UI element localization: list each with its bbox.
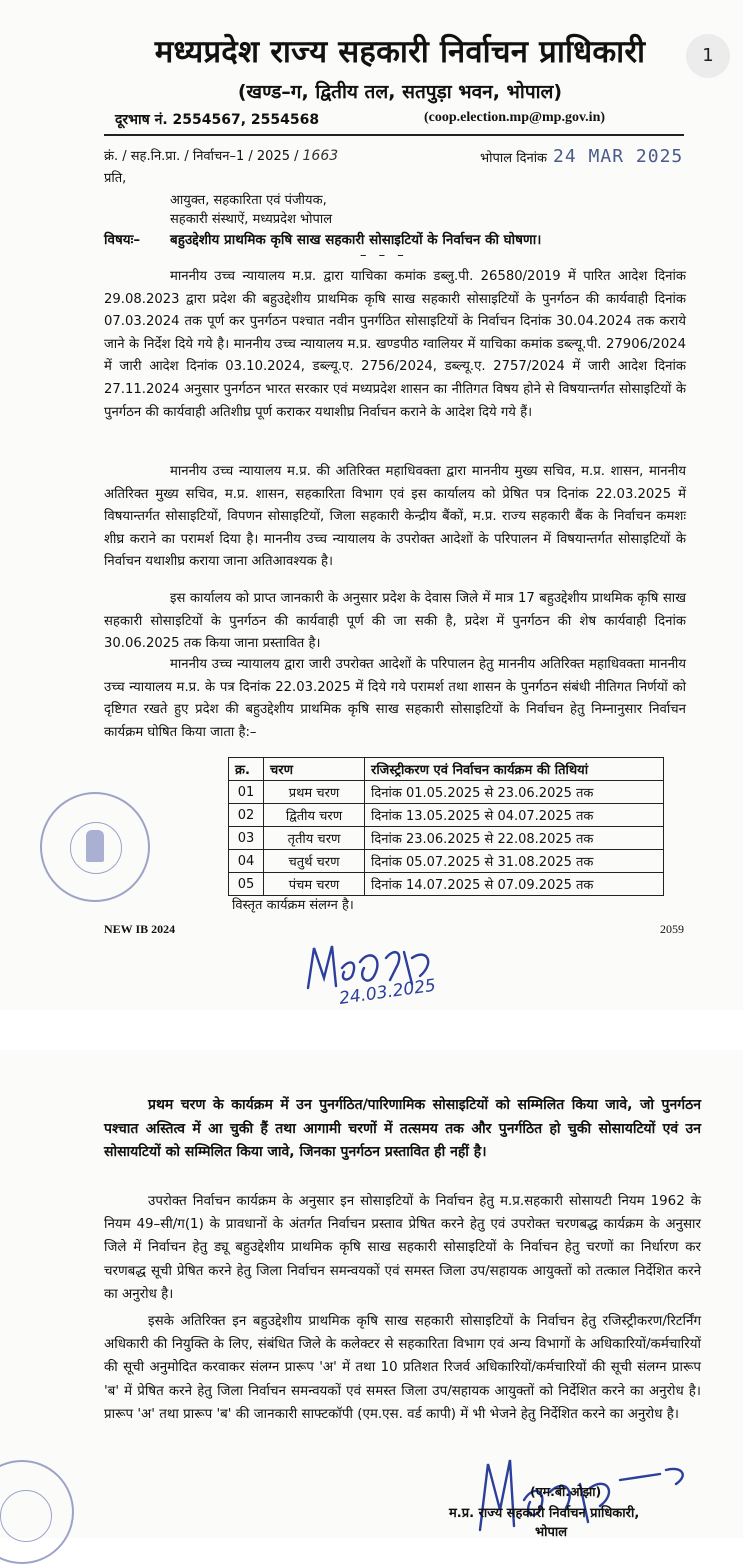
row-phase: तृतीय चरण: [264, 827, 365, 850]
paragraph-1: माननीय उच्च न्यायालय म.प्र. द्वारा याचिका कमांक डब्लु.पी. 26580/2019 में पारित आदेश दिनांक 29.08.2023 द्वारा प्रदेश की बहुउद्देशीय प्राथमिक कृषि साख सहकारी सोसाइटियों के पुनर्गठन की कार्यवाही दिनांक 07.03.2024 तक पूर्ण कर पुनर्गठन पश्चात नवीन पुनर्गठित सोसाइटियों के निर्वाचन दिनांक 30.04.2024 तक कराये जाने के निर्देश दिये गये है। माननीय उच्च न्यायालय म.प्र. खण्डपीठ ग्वालियर में याचिका कमांक डब्ल्यू.पी. 27906/2024 में जारी आदेश दिनांक 03.10.2024, डब्ल्यू.ए. 2756/2024, डब्ल्यू.ए. 2757/2024 में जारी आदेश दिनांक 27.11.2024 अनुसार पुनर्गठन भारत सरकार एवं मध्यप्रदेश शासन का नीतिगत विषय होने से विषयान्तर्गत सोसाइटियों के पुनर्गठन की कार्यवाही अतिशीघ्र पूर्ण कराकर यथाशीघ्र निर्वाचन कराने के आदेश दिये गये हैं।: [104, 269, 686, 420]
footer-number: 2059: [660, 922, 684, 936]
letterhead-title: मध्यप्रदेश राज्य सहकारी निर्वाचन प्राधिकारी: [154, 34, 646, 70]
signatory-place: भोपाल: [535, 1525, 568, 1540]
emblem-icon: [86, 830, 104, 862]
row-phase: चतुर्थ चरण: [264, 850, 365, 873]
addressee-line-1: आयुक्त, सहकारिता एवं पंजीयक,: [170, 193, 327, 208]
seal-inner-ring: [0, 1490, 52, 1542]
row-serial: 05: [229, 873, 264, 896]
paragraph-2: माननीय उच्च न्यायालय म.प्र. की अतिरिक्त महाधिवक्ता द्वारा माननीय मुख्य सचिव, म.प्र. शासन, माननीय अतिरिक्त मुख्य सचिव, म.प्र. शासन, सहकारिता विभाग एवं इस कार्यालय को प्रेषित पत्र दिनांक 22.03.2025 में विषयान्तर्गत सोसाइटियों, विपणन सोसाइटियों, जिला सहकारी केन्द्रीय बैंकों, म.प्र. राज्य सहकारी बैंक के निर्वाचन कमशः शीघ्र कराने का परामर्श दिया है। माननीय उच्च न्यायालय के उपरोक्त आदेशों के परिपालन में विषयान्तर्गत सोसाइटियों के निर्वाचन यथाशीघ्र कराया जाना अतिआवश्यक है।: [104, 464, 686, 570]
header-dates: रजिस्ट्रीकरण एवं निर्वाचन कार्यक्रम की तिथियां: [365, 758, 664, 781]
date-stamp: 24 MAR 2025: [553, 146, 684, 167]
signatory-name: (एम.बी.ओझा): [530, 1484, 602, 1499]
row-serial: 02: [229, 804, 264, 827]
paragraph-3: इस कार्यालय को प्राप्त जानकारी के अनुसार प्रदेश के देवास जिले में मात्र 17 बहुउद्देशीय प्राथमिक कृषि साख सहकारी सोसाइटियों के पुनर्गठन की कार्यवाही पूर्ण की जा सकी है, प्रदेश में पुनर्गठन की शेष कार्यवाही दिनांक 30.06.2025 तक किया जाना प्रस्तावित है।: [104, 591, 686, 652]
schedule-table: [228, 757, 664, 896]
letterhead-email: (coop.election.mp@mp.gov.in): [424, 110, 606, 125]
separator: – – –: [360, 248, 408, 263]
page-gap: [0, 1010, 743, 1050]
table-row: [229, 804, 664, 827]
row-serial: 04: [229, 850, 264, 873]
table-row: [229, 850, 664, 873]
letter-date: [480, 146, 683, 167]
reference-handwritten-number: 1663: [302, 148, 339, 164]
row-dates: दिनांक 23.06.2025 से 22.08.2025 तक: [365, 827, 664, 850]
row-serial: 03: [229, 827, 264, 850]
signatory-designation: म.प्र. राज्य सहकारी निर्वाचन प्राधिकारी,: [449, 1506, 640, 1521]
date-label: भोपाल दिनांक: [480, 151, 548, 166]
letterhead-phone: दूरभाष नं. 2554567, 2554568: [115, 112, 320, 128]
to-label: प्रति,: [104, 171, 127, 186]
handwritten-date: 24.03.2025: [337, 975, 438, 1009]
subject-text: बहुउद्देशीय प्राथमिक कृषि साख सहकारी सोसाइटियों के निर्वाचन की घोषणा।: [170, 232, 542, 248]
paragraph-4: माननीय उच्च न्यायालय द्वारा जारी उपरोक्त आदेशों के परिपालन हेतु माननीय अतिरिक्त महाधिवक्ता माननीय उच्च न्यायालय म.प्र. के पत्र दिनांक 22.03.2025 में दिये गये परामर्श तथा शासन के पुनर्गठन संबंधी नीतिगत निर्णयों को दृष्टिगत रखते हुए प्रदेश की बहुउद्देशीय प्राथमिक कृषि साख सहकारी सोसाइटियों के निर्वाचन हेतु निम्नानुसार निर्वाचन कार्यक्रम घोषित किया जाता है:–: [104, 657, 686, 740]
reference-text: क्रं. / सह.नि.प्रा. / निर्वाचन–1 / 2025 /: [104, 149, 299, 164]
reference-number: [104, 146, 338, 164]
page2-bold-paragraph: प्रथम चरण के कार्यक्रम में उन पुनर्गठित/पारिणामिक सोसाइटियों को सम्मिलित किया जावे, जो पुनर्गठन पश्चात अस्तित्व में आ चुकी हैं तथा आगामी चरणों में तत्समय तक और पुनर्गठित हो चुकी सोसायटियों एवं उन सोसायटियों को सम्मिलित किया जावे, जिनका पुनर्गठन प्रस्तावित ही नहीं है।: [104, 1097, 701, 1160]
letterhead-address: (खण्ड–ग, द्वितीय तल, सतपुड़ा भवन, भोपाल): [237, 81, 563, 103]
row-phase: पंचम चरण: [264, 873, 365, 896]
row-dates: दिनांक 14.07.2025 से 07.09.2025 तक: [365, 873, 664, 896]
row-phase: द्वितीय चरण: [264, 804, 365, 827]
subject-line: [104, 230, 541, 248]
row-dates: दिनांक 13.05.2025 से 04.07.2025 तक: [365, 804, 664, 827]
table-row: [229, 827, 664, 850]
row-dates: दिनांक 01.05.2025 से 23.06.2025 तक: [365, 781, 664, 804]
schedule-header-row: [229, 758, 664, 781]
table-row: [229, 873, 664, 896]
officer-signature-1: [300, 918, 500, 1010]
page2-paragraph-2: इसके अतिरिक्त इन बहुउद्देशीय प्राथमिक कृषि साख सहकारी सोसाइटियों के निर्वाचन हेतु रजिस्ट्रीकरण/रिटर्निंग अधिकारी की नियुक्ति के लिए, संबंधित जिले के कलेक्टर से सहकारिता विभाग एवं अन्य विभागों के अधिकारियों/कर्मचारियों की सूची अनुमोदित करवाकर संलग्न प्रारूप 'अ' में तथा 10 प्रतिशत रिजर्व अधिकारियों/कर्मचारियों की सूची संलग्न प्रारूप 'ब' में प्रेषित करने हेतु जिला निर्वाचन समन्वयकों एवं समस्त जिला उप/सहायक आयुक्तों को निर्देशित करने का अनुरोध है। प्रारूप 'अ' तथा प्रारूप 'ब' की जानकारी साफ्टकॉपी (एम.एस. वर्ड कापी) में भी भेजने हेतु निर्देशित करने का अनुरोध है।: [104, 1314, 701, 1422]
header-serial: क्र.: [229, 758, 264, 781]
table-row: [229, 781, 664, 804]
row-dates: दिनांक 05.07.2025 से 31.08.2025 तक: [365, 850, 664, 873]
office-seal: [40, 792, 150, 902]
row-phase: प्रथम चरण: [264, 781, 365, 804]
letterhead-divider: [104, 134, 684, 136]
header-phase: चरण: [264, 758, 365, 781]
page2-paragraph-1: उपरोक्त निर्वाचन कार्यक्रम के अनुसार इन सोसाइटियों के निर्वाचन हेतु म.प्र.सहकारी सोसायटी नियम 1962 के नियम 49–सी/ग(1) के प्रावधानों के अंतर्गत निर्वाचन प्रस्ताव प्रेषित करने हेतु एवं उपरोक्त चरणबद्ध कार्यक्रम के अनुसार जिले में निर्वाचन हेतु ड्यू बहुउद्देशीय प्राथमिक कृषि साख सहकारी सोसाइटियों के निर्वाचन हेतु चरणों का निर्धारण कर चरणबद्ध सूची प्रेषित करने हेतु जिला निर्वाचन समन्वयकों एवं समस्त जिला उप/सहायक आयुक्तों को तत्काल निर्देशित करने का अनुरोध है।: [104, 1194, 701, 1302]
page-number-badge[interactable]: 1: [686, 34, 730, 78]
addressee-line-2: सहकारी संस्थाऐं, मध्यप्रदेश भोपाल: [170, 212, 333, 227]
footer-code: NEW IB 2024: [104, 922, 176, 936]
attachment-note: विस्तृत कार्यक्रम संलग्न है।: [232, 898, 354, 913]
row-serial: 01: [229, 781, 264, 804]
subject-label: विषयः–: [104, 232, 141, 248]
